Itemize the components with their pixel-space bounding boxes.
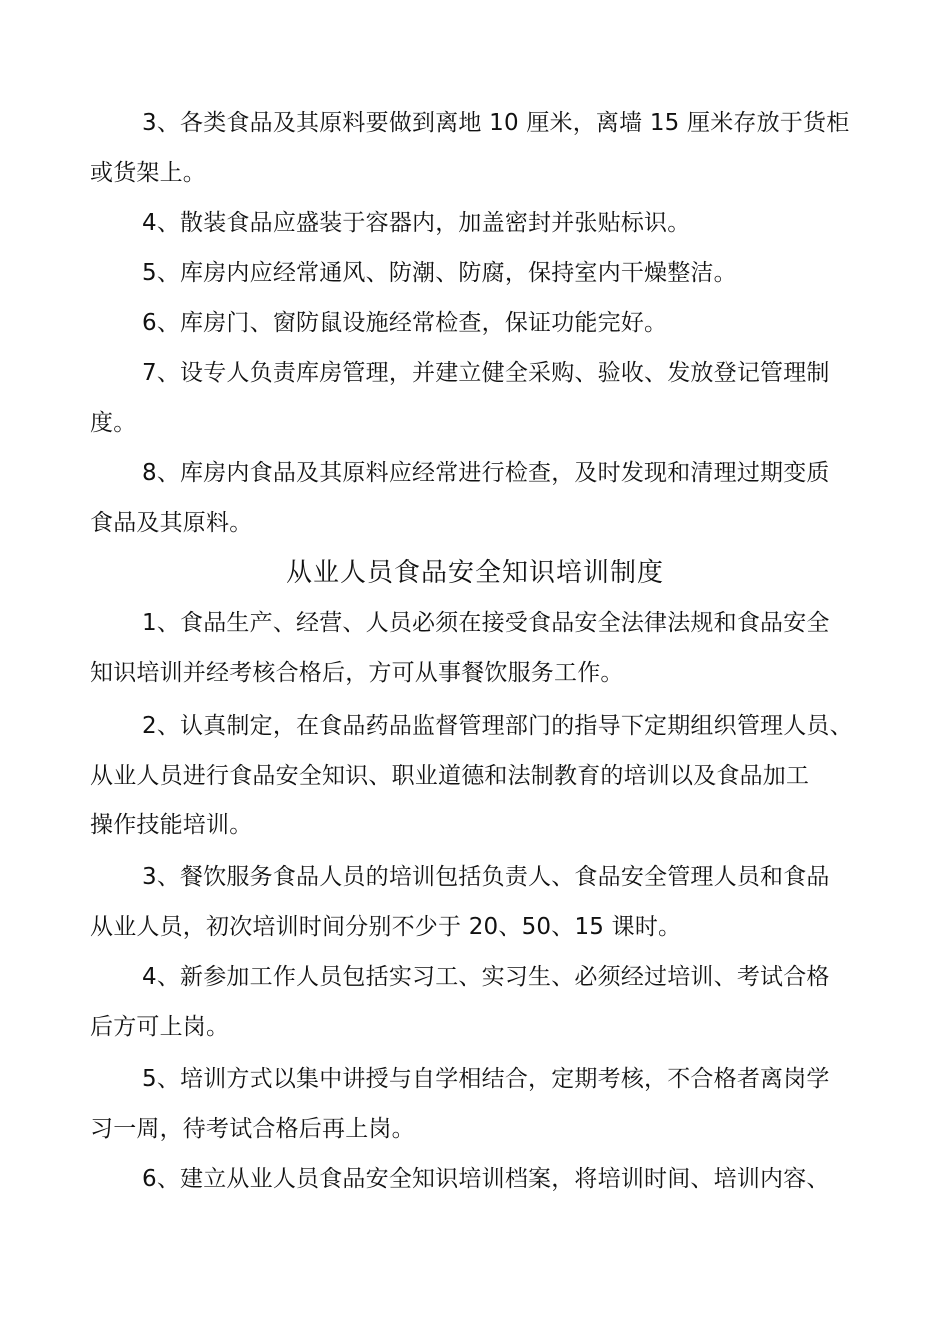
text-line: 度。	[90, 410, 137, 436]
text-line: 习一周，待考试合格后再上岗。	[90, 1116, 415, 1142]
text-line: 从业人员进行食品安全知识、职业道德和法制教育的培训以及食品加工	[90, 763, 810, 789]
text-line: 6、建立从业人员食品安全知识培训档案，将培训时间、培训内容、	[142, 1166, 830, 1192]
section-title: 从业人员食品安全知识培训制度	[285, 558, 664, 588]
text-line: 3、餐饮服务食品人员的培训包括负责人、食品安全管理人员和食品	[142, 864, 830, 890]
text-line: 4、新参加工作人员包括实习工、实习生、必须经过培训、考试合格	[142, 964, 830, 990]
text-line: 知识培训并经考核合格后，方可从事餐饮服务工作。	[90, 660, 624, 686]
text-line: 1、食品生产、经营、人员必须在接受食品安全法律法规和食品安全	[142, 610, 830, 636]
text-line: 5、培训方式以集中讲授与自学相结合，定期考核，不合格者离岗学	[142, 1066, 830, 1092]
text-line: 操作技能培训。	[90, 812, 253, 838]
text-line: 食品及其原料。	[90, 510, 253, 536]
text-line: 4、散装食品应盛装于容器内，加盖密封并张贴标识。	[142, 210, 691, 236]
text-line: 6、库房门、窗防鼠设施经常检查，保证功能完好。	[142, 310, 668, 336]
text-line: 从业人员，初次培训时间分别不少于 20、50、15 课时。	[90, 914, 682, 940]
text-line: 或货架上。	[90, 160, 206, 186]
text-line: 3、各类食品及其原料要做到离地 10 厘米，离墙 15 厘米存放于货柜	[142, 110, 850, 136]
text-line: 后方可上岗。	[90, 1014, 230, 1040]
text-line: 2、认真制定，在食品药品监督管理部门的指导下定期组织管理人员、	[142, 713, 853, 739]
text-line: 7、设专人负责库房管理，并建立健全采购、验收、发放登记管理制	[142, 360, 830, 386]
text-line: 8、库房内食品及其原料应经常进行检查，及时发现和清理过期变质	[142, 460, 830, 486]
text-line: 5、库房内应经常通风、防潮、防腐，保持室内干燥整洁。	[142, 260, 737, 286]
